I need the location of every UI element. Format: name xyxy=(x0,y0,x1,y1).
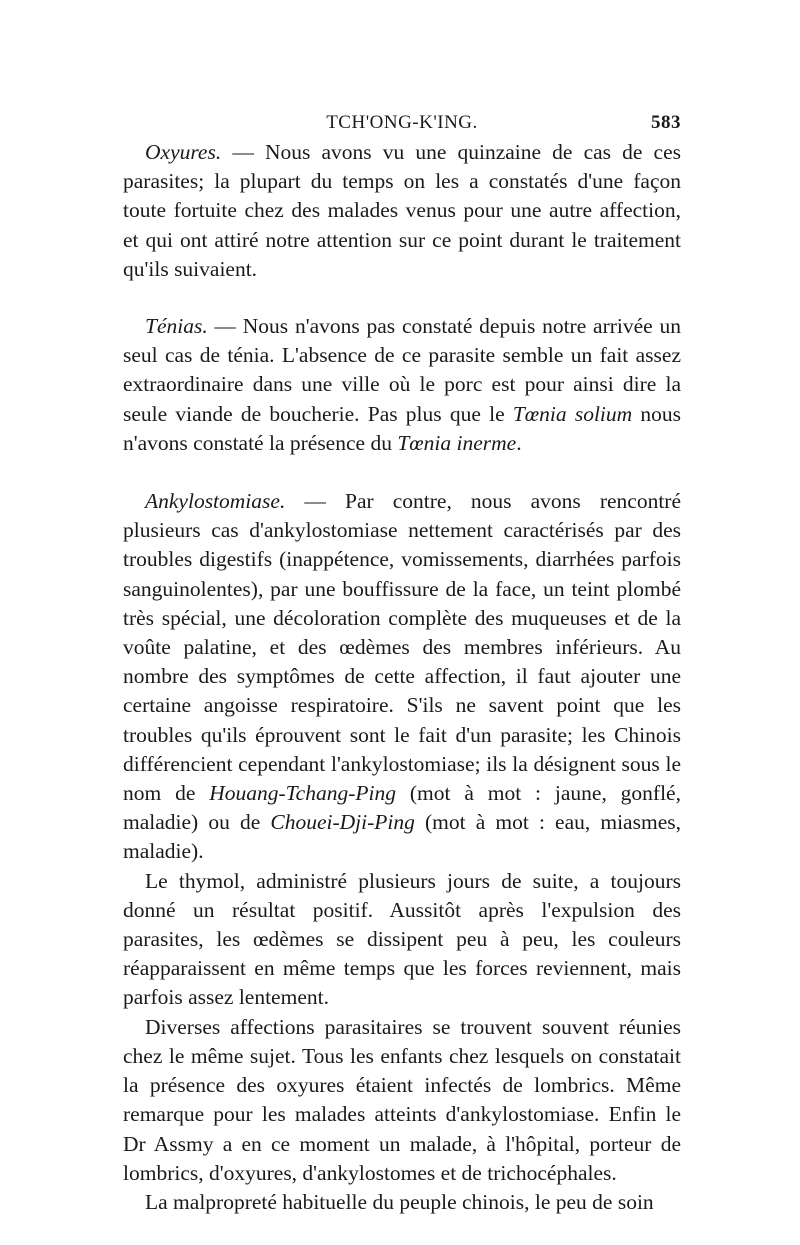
chinese-term: Chouei-Dji-Ping xyxy=(270,810,415,835)
paragraph-oxyures xyxy=(123,138,681,284)
species-name: Tœnia inerme xyxy=(397,430,517,455)
section-lead-ankylostomiase: Ankylostomiase. xyxy=(145,489,286,514)
paragraph-text: (mot à mot : eau, miasmes, maladie). xyxy=(123,810,681,864)
paragraph-ankylostomiase xyxy=(123,487,681,867)
paragraph-affections: Diverses affections parasitaires se trouvent souvent réunies chez le même sujet. Tous les enfants chez lesquels on constatait la présence des oxyures étaient infectés de lombrics. Même remarque pour les malades atteints d'ankylostomiase. Enfin le Dr Assmy a en ce moment un malade, à l'hôpital, porteur de lombrics, d'oxyures, d'ankylostomes et de trichocéphales. xyxy=(123,1014,681,1185)
section-lead-oxyures: Oxyures. xyxy=(145,140,222,164)
species-name: Tœnia solium xyxy=(512,401,633,426)
paragraph-malproprete: La malpropreté habituelle du peuple chinois, le peu de soin xyxy=(145,1189,654,1214)
paragraph-text: — Nous avons vu une quinzaine de cas de ces parasites; la plupart du temps on les a constatés d'une façon toute fortuite chez des malades venus pour une autre affection, et qui ont attiré notre attention sur ce point durant le traitement qu'ils suivaient. xyxy=(123,140,681,281)
paragraph-text: — Nous n'avons pas constaté depuis notre arrivée un seul cas de ténia. L'absence de ce parasite semble un fait assez extraordinaire dans une ville où le porc est pour ainsi dire la seule viande de boucherie. Pas plus que le xyxy=(123,314,681,426)
chinese-term: Houang-Tchang-Ping xyxy=(209,781,396,806)
paragraph-text: — Par contre, nous avons rencontré plusieurs cas d'ankylostomiase nettement caractérisés par des troubles digestifs (inappétence, vomissements, diarrhées parfois sanguinolentes), par une bouffissure de la face, un teint plombé très spécial, une décoloration complète des muqueuses et de la voûte palatine, et des œdèmes des membres inférieurs. Au nombre des symptômes de cette affection, il faut ajouter une certaine angoisse respiratoire. S'ils ne savent point que les troubles qu'ils éprouvent sont le fait d'un parasite; les Chinois différencient cependant l'ankylostomiase; ils la désignent sous le nom de xyxy=(123,489,681,806)
paragraph-text: (mot à mot : jaune, gonflé, maladie) ou de xyxy=(123,781,681,835)
running-head xyxy=(123,110,681,138)
paragraph-text: . xyxy=(516,430,522,455)
book-page xyxy=(123,110,681,1217)
paragraph-thymol: Le thymol, administré plusieurs jours de suite, a toujours donné un résultat positif. Aussitôt après l'expulsion des parasites, les œdèmes se dissipent peu à peu, les couleurs réapparaissent en même temps que les forces reviennent, mais parfois assez lentement. xyxy=(123,868,681,1010)
paragraph-tenias xyxy=(123,312,681,458)
section-lead-tenias: Ténias. xyxy=(145,314,208,339)
body-text xyxy=(123,138,681,1217)
paragraph-text: nous n'avons constaté la présence du xyxy=(123,401,681,455)
page-number: 583 xyxy=(651,112,681,133)
running-title: TCH'ONG-K'ING. xyxy=(326,112,478,133)
